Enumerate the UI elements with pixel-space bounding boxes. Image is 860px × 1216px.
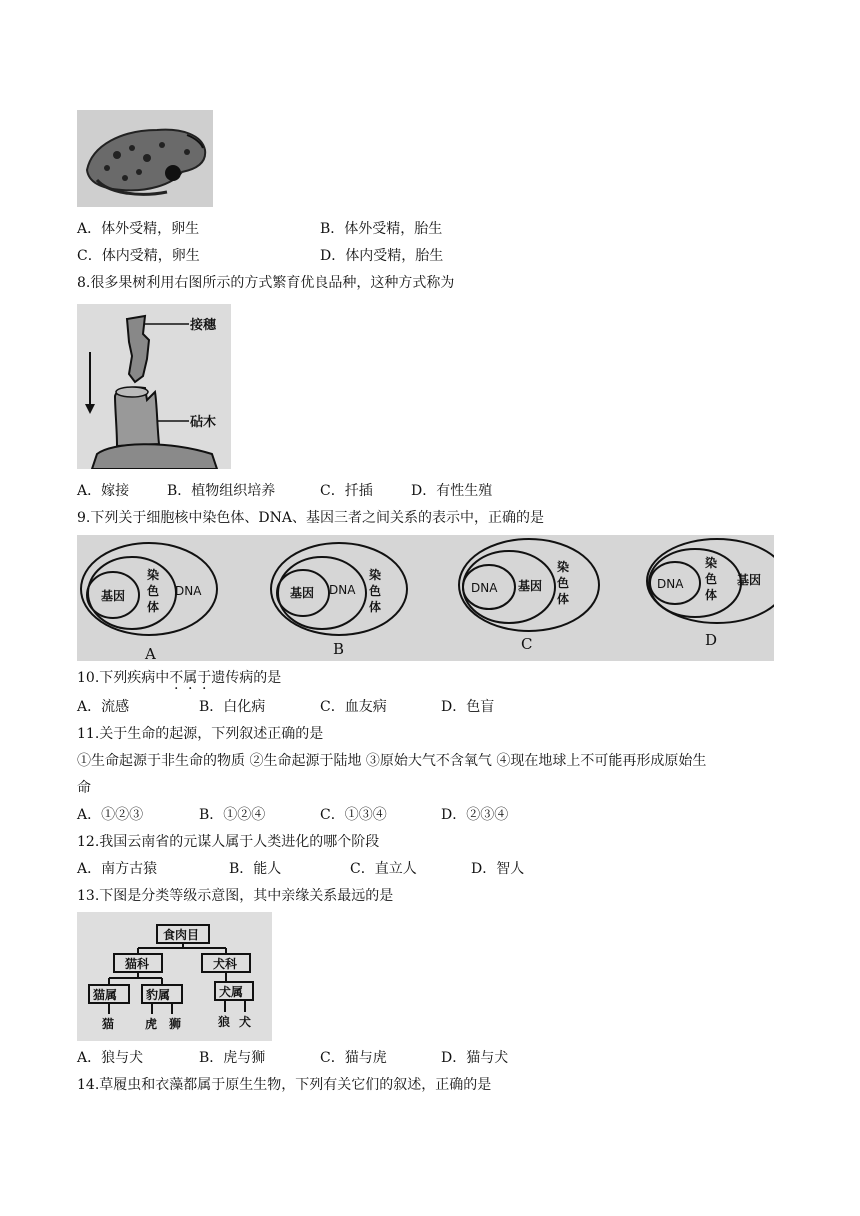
q8-option-d: D．有性生殖 xyxy=(411,483,493,499)
svg-text:DNA: DNA xyxy=(329,583,356,597)
svg-text:体: 体 xyxy=(705,588,718,602)
q11-option-a: A．①②③ xyxy=(77,807,144,823)
q11-option-c: C．①③④ xyxy=(320,807,387,823)
q10-option-d: D．色盲 xyxy=(441,699,495,715)
svg-text:DNA: DNA xyxy=(175,584,202,598)
q11-statements-line1: ①生命起源于非生命的物质 ②生命起源于陆地 ③原始大气不含氧气 ④现在地球上不可能再形成原始生 xyxy=(77,753,707,769)
q12-option-d: D．智人 xyxy=(471,861,525,877)
svg-text:体: 体 xyxy=(369,600,382,614)
q11-statements-line2: 命 xyxy=(77,780,91,796)
q7-option-d: D．体内受精，胎生 xyxy=(320,248,444,264)
svg-text:基因: 基因 xyxy=(737,573,762,587)
q10-option-c: C．血友病 xyxy=(320,699,387,715)
species-dog: 犬 xyxy=(239,1015,252,1029)
svg-text:体: 体 xyxy=(147,600,160,614)
q10-option-b: B．白化病 xyxy=(199,699,266,715)
q13-option-c: C．猫与虎 xyxy=(320,1050,387,1066)
q8-option-a: A．嫁接 xyxy=(77,483,130,499)
q13-option-b: B．虎与狮 xyxy=(199,1050,266,1066)
species-cat: 猫 xyxy=(102,1017,115,1031)
svg-text:色: 色 xyxy=(147,584,160,598)
svg-text:染: 染 xyxy=(369,568,382,582)
q11-option-d: D．②③④ xyxy=(441,807,509,823)
q7-option-c: C．体内受精，卵生 xyxy=(77,248,200,264)
svg-text:色: 色 xyxy=(705,572,718,586)
q7-option-a: A．体外受精，卵生 xyxy=(77,221,200,237)
q9-stem: 9.下列关于细胞核中染色体、DNA、基因三者之间关系的表示中，正确的是 xyxy=(77,510,544,526)
species-tiger: 虎 xyxy=(145,1017,158,1031)
svg-text:D: D xyxy=(705,631,718,649)
rootstock-label: 砧木 xyxy=(190,415,217,430)
q12-option-b: B．能人 xyxy=(229,861,282,877)
venn-figure xyxy=(77,535,774,661)
scion-label: 接穗 xyxy=(190,318,217,333)
svg-text:色: 色 xyxy=(557,576,570,590)
q10-option-a: A．流感 xyxy=(77,699,130,715)
svg-text:DNA: DNA xyxy=(657,577,684,591)
q11-stem: 11.关于生命的起源，下列叙述正确的是 xyxy=(77,726,324,742)
q14-stem: 14.草履虫和衣藻都属于原生生物，下列有关它们的叙述，正确的是 xyxy=(77,1077,492,1093)
species-wolf: 狼 xyxy=(218,1015,231,1029)
q12-stem: 12.我国云南省的元谋人属于人类进化的哪个阶段 xyxy=(77,834,380,850)
genus-panthera-label: 豹属 xyxy=(146,988,171,1002)
species-lion: 狮 xyxy=(169,1017,182,1031)
q12-option-c: C．直立人 xyxy=(350,861,417,877)
svg-text:C: C xyxy=(521,635,533,653)
svg-text:A: A xyxy=(145,645,156,661)
q13-option-d: D．猫与犬 xyxy=(441,1050,509,1066)
svg-text:基因: 基因 xyxy=(101,589,126,603)
q8-stem: 8.很多果树利用右图所示的方式繁育优良品种，这种方式称为 xyxy=(77,275,455,291)
svg-text:染: 染 xyxy=(147,568,160,582)
genus-dog-label: 犬属 xyxy=(219,985,244,999)
order-label: 食肉目 xyxy=(163,928,200,942)
genus-cat-label: 猫属 xyxy=(93,988,118,1002)
classification-figure xyxy=(77,912,272,1041)
svg-text:B: B xyxy=(333,640,345,658)
q10-stem: 10.下列疾病中不属于遗传病的是 xyxy=(77,670,282,686)
q7-option-b: B．体外受精，胎生 xyxy=(320,221,443,237)
svg-text:基因: 基因 xyxy=(290,586,315,600)
svg-text:基因: 基因 xyxy=(518,579,543,593)
svg-text:体: 体 xyxy=(557,592,570,606)
q8-option-c: C．扦插 xyxy=(320,483,373,499)
q11-option-b: B．①②④ xyxy=(199,807,266,823)
grafting-figure xyxy=(77,304,231,469)
q13-option-a: A．狼与犬 xyxy=(77,1050,144,1066)
q8-option-b: B．植物组织培养 xyxy=(167,483,276,499)
svg-text:DNA: DNA xyxy=(471,581,498,595)
q13-stem: 13.下图是分类等级示意图，其中亲缘关系最远的是 xyxy=(77,888,394,904)
svg-text:染: 染 xyxy=(705,556,718,570)
svg-text:染: 染 xyxy=(557,560,570,574)
family-dog-label: 犬科 xyxy=(213,957,238,971)
frog-image xyxy=(77,110,213,207)
q12-option-a: A．南方古猿 xyxy=(77,861,158,877)
svg-text:色: 色 xyxy=(369,584,382,598)
family-cat-label: 猫科 xyxy=(125,957,150,971)
